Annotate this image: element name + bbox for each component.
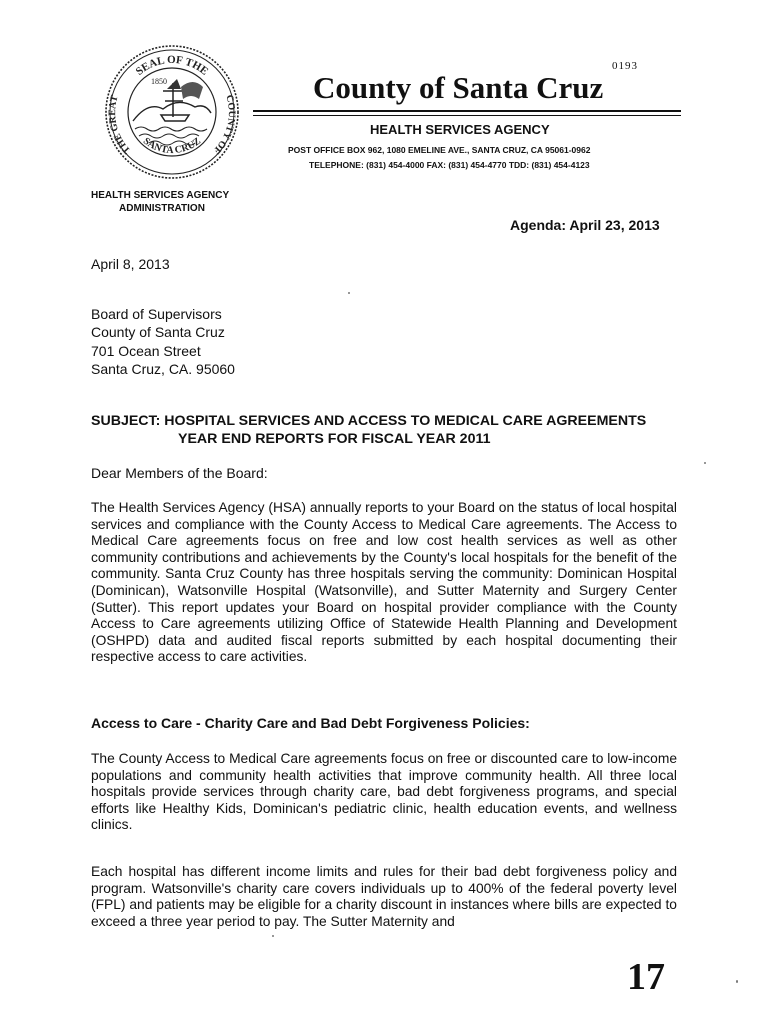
svg-text:SEAL OF THE [134,54,211,78]
seal-year: 1850 [151,77,167,86]
agency-name: HEALTH SERVICES AGENCY [370,122,550,137]
addressee-line: Santa Cruz, CA. 95060 [91,360,235,377]
department-division: ADMINISTRATION [119,203,205,214]
county-title: County of Santa Cruz [313,70,604,105]
svg-text:SANTA CRUZ [141,136,203,157]
county-seal [103,43,241,181]
scan-speck [348,292,350,294]
department-name: HEALTH SERVICES AGENCY [91,190,230,201]
agency-contact-numbers: TELEPHONE: (831) 454-4000 FAX: (831) 454-4770 TDD: (831) 454-4123 [309,160,590,170]
addressee-line: Board of Supervisors [91,306,222,322]
addressee-line: 701 Ocean Street [91,342,201,359]
page-number: 17 [627,956,665,998]
section-heading: Access to Care - Charity Care and Bad Debt Forgiveness Policies: [91,715,530,731]
letterhead-rule [253,110,681,112]
agenda-date: Agenda: April 23, 2013 [510,217,660,233]
body-paragraph: Each hospital has different income limits and rules for their bad debt forgiveness policy and program. Watsonville's charity care covers individuals up to 400% of the federal poverty level (FPL) and patients may be eligible for a charity discount in instances where bills are expected to exceed a three year period to pay. The Sutter Maternity and [91,864,677,929]
addressee-line: County of Santa Cruz [91,324,225,341]
seal-right-text: COUNTY OF [210,93,237,157]
addressee-block [91,305,235,378]
seal-bottom-text: SANTA CRUZ [140,135,204,157]
scan-speck [736,980,738,983]
seal-top-text: SEAL OF THE [133,53,211,78]
salutation: Dear Members of the Board: [91,465,268,481]
body-paragraph: The County Access to Medical Care agreements focus on free or discounted care to low-income populations and community health activities that improve community health. All three local hospitals provide services through charity care, bad debt forgiveness programs, and special efforts like Healthy Kids, Dominican's pediatric clinic, health education events, and wellness clinics. [91,751,677,833]
subject-line: SUBJECT: HOSPITAL SERVICES AND ACCESS TO MEDICAL CARE AGREEMENTS [91,413,647,429]
scan-speck [272,935,274,937]
scan-speck [704,462,706,464]
letterhead-rule-thin [253,115,681,116]
agency-address: POST OFFICE BOX 962, 1080 EMELINE AVE., SANTA CRUZ, CA 95061-0962 [288,145,591,155]
seal-left-text: THE GREAT [107,94,134,156]
body-paragraph: The Health Services Agency (HSA) annually reports to your Board on the status of local hospital services and compliance with the County Access to Medical Care agreements. The Access to Medical Care agreements focus on free and low cost health services as well as other community contributions and achievements by the County's local hospitals for the benefit of the community. Santa Cruz County has three hospitals serving the community: Dominican Hospital (Dominican), Watsonville Hospital (Watsonville), and Sutter Maternity and Surgery Center (Sutter). This report updates your Board on hospital provider compliance with the County Access to Care agreements utilizing Office of Statewide Health Planning and Development (OSHPD) data and audited fiscal reports submitted by each hospital documenting their respective access to care activities. [91,500,677,665]
letter-date: April 8, 2013 [91,256,170,272]
subject-line-continued: YEAR END REPORTS FOR FISCAL YEAR 2011 [178,431,491,447]
document-number: 0193 [612,60,638,72]
